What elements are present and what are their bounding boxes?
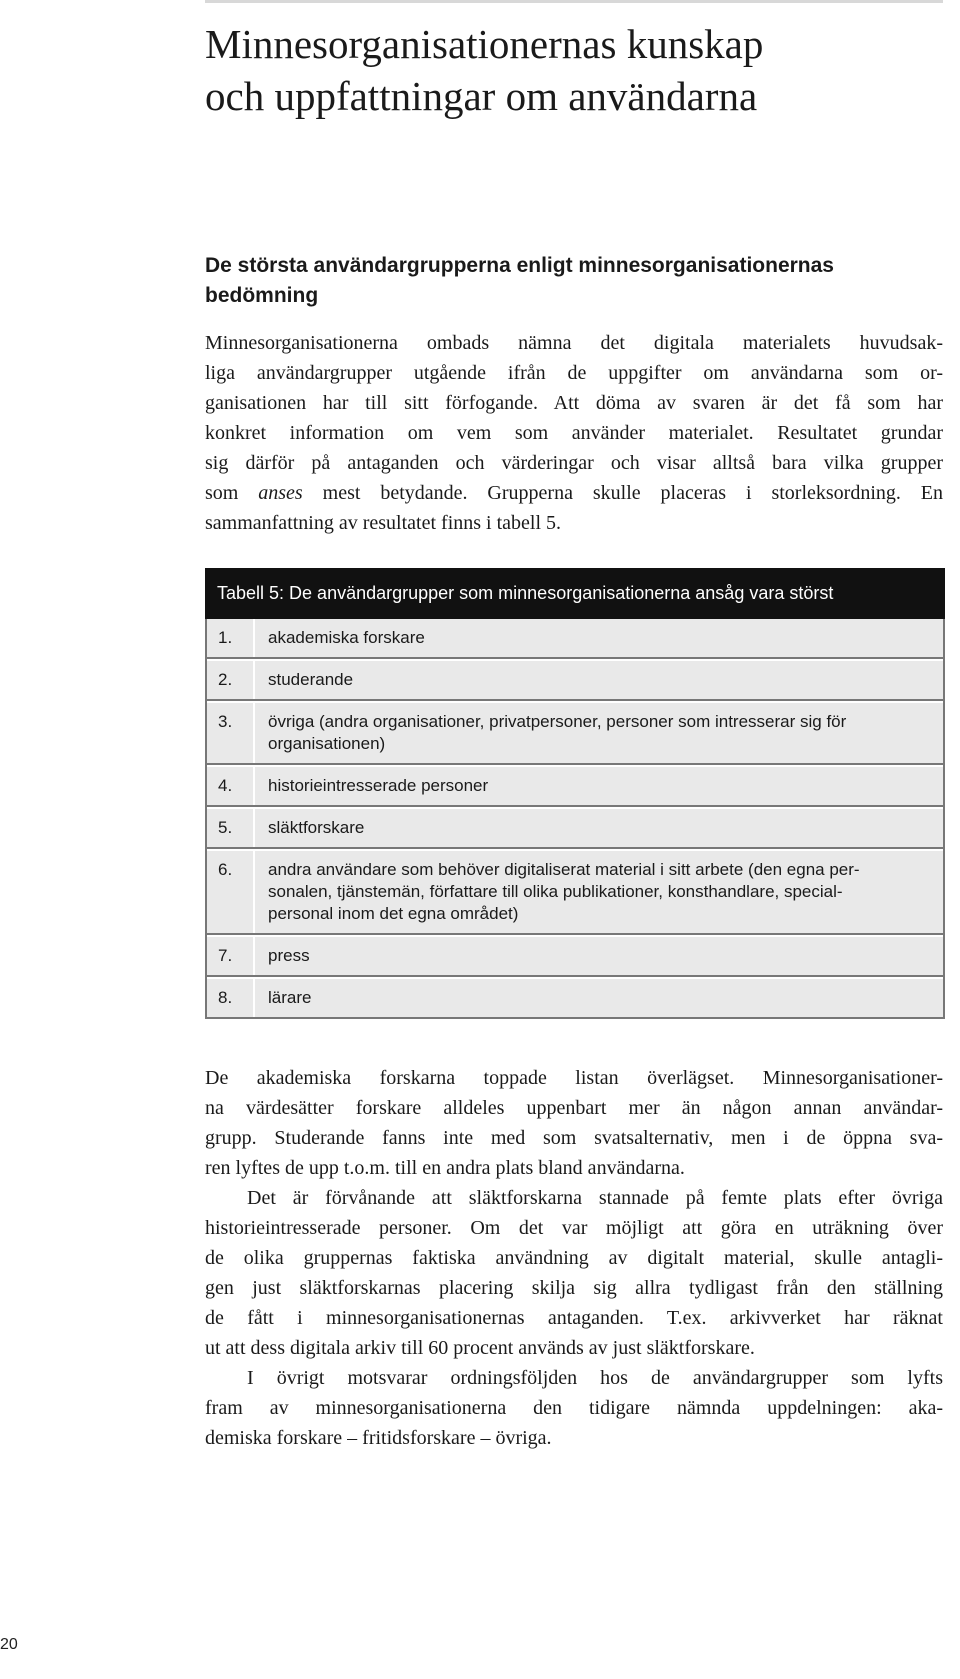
intro-line: Minnesorganisationerna ombads nämna det digitala materialets huvudsak- [205,332,943,354]
row-number: 2. [207,661,253,699]
row-text [253,809,943,847]
row-number: 3. [207,703,253,763]
body-line: de olika gruppernas faktiska användning av digitalt material, skulle antagli- [205,1247,943,1269]
body-line: gen just släktforskarnas placering skilja sig allra tydligast från den ställning [205,1277,943,1299]
row-text-line: historieintresserade personer [268,776,489,795]
body-line: historieintresserade personer. Om det var möjligt att göra en uträkning över [205,1217,943,1239]
row-text [253,937,943,975]
body-line: grupp. Studerande fanns inte med som svatsalternativ, men i de öppna sva- [205,1127,943,1149]
body-line: fram av minnesorganisationerna den tidigare nämnda uppdelningen: aka- [205,1397,943,1419]
row-text [253,661,943,699]
page-title-line: Minnesorganisationernas kunskap [205,21,764,67]
row-text-line: lärare [268,988,312,1007]
section-heading-line: bedömning [205,284,319,307]
row-text-line: studerande [268,670,354,689]
row-number: 1. [207,619,253,657]
body-line: De akademiska forskarna toppade listan överlägset. Minnesorganisationer- [205,1067,943,1089]
table-row [207,849,943,933]
row-text-line: organisationen) [268,734,386,753]
intro-text: som [205,482,259,504]
intro-paragraph [205,328,943,538]
table-row [207,935,943,975]
table-row [207,701,943,763]
table-row [207,977,943,1017]
section-heading [205,251,945,311]
row-text [253,703,943,763]
table-row [207,659,943,699]
row-text [253,619,943,657]
row-number: 4. [207,767,253,805]
page-title-line: och uppfattningar om användarna [205,73,758,119]
intro-line: ganisationen har till sitt förfogande. Att döma av svaren är det få som har [205,392,943,414]
row-number: 5. [207,809,253,847]
row-number: 7. [207,937,253,975]
row-text-line: sonalen, tjänstemän, författare till olika publikationer, konsthandlare, special- [268,882,843,901]
body-line: Det är förvånande att släktforskarna stannade på femte plats efter övriga [247,1187,943,1209]
intro-line: sammanfattning av resultatet finns i tabell 5. [205,512,562,534]
row-text-line: personal inom det egna området) [268,904,519,923]
row-text-line: övriga (andra organisationer, privatpersoner, personer som intresserar sig för [268,712,847,731]
row-text-line: press [268,946,310,965]
page-title [205,18,925,122]
top-rule [205,0,943,3]
emphasis-anses: anses [258,482,303,504]
body-line: na värdesätter forskare alldeles uppenbart mer än någon annan användar- [205,1097,943,1119]
row-number: 6. [207,851,253,933]
body-line: ren lyftes de upp t.o.m. till en andra plats bland användarna. [205,1157,685,1179]
user-groups-table [205,568,945,1009]
intro-line: liga användargrupper utgående ifrån de uppgifter om användarna som or- [205,362,943,384]
body-line: I övrigt motsvarar ordningsföljden hos de användargrupper som lyfts [247,1367,943,1389]
body-line: de fått i minnesorganisationernas antaganden. T.ex. arkivverket har räknat [205,1307,943,1329]
table-row [207,619,943,657]
table-caption: Tabell 5: De användargrupper som minnesorganisationerna ansåg vara störst [205,568,945,619]
body-line: demiska forskare – fritidsforskare – övriga. [205,1427,552,1449]
table-row [207,807,943,847]
intro-line: sig därför på antaganden och värderingar och visar alltså bara vilka grupper [205,452,943,474]
body-paragraph [205,1363,943,1453]
intro-line-with-emphasis [205,478,943,508]
row-text [253,979,943,1017]
intro-text: mest betydande. Grupperna skulle placeras i storleksordning. En [302,482,944,504]
section-heading-line: De största användargrupperna enligt minnesorganisationernas [205,254,834,277]
body-line: ut att dess digitala arkiv till 60 procent används av just släktforskare. [205,1337,755,1359]
table-body [205,619,945,1019]
body-text [205,1063,943,1453]
row-text [253,851,943,933]
row-text-line: släktforskare [268,818,365,837]
row-text-line: andra användare som behöver digitaliserat material i sitt arbete (den egna per- [268,860,860,879]
row-text-line: akademiska forskare [268,628,425,647]
row-text [253,767,943,805]
row-number: 8. [207,979,253,1017]
body-paragraph [205,1183,943,1363]
intro-line: konkret information om vem som använder materialet. Resultatet grundar [205,422,943,444]
page-number: 20 [0,1636,18,1653]
body-paragraph [205,1063,943,1183]
table-row [207,765,943,805]
